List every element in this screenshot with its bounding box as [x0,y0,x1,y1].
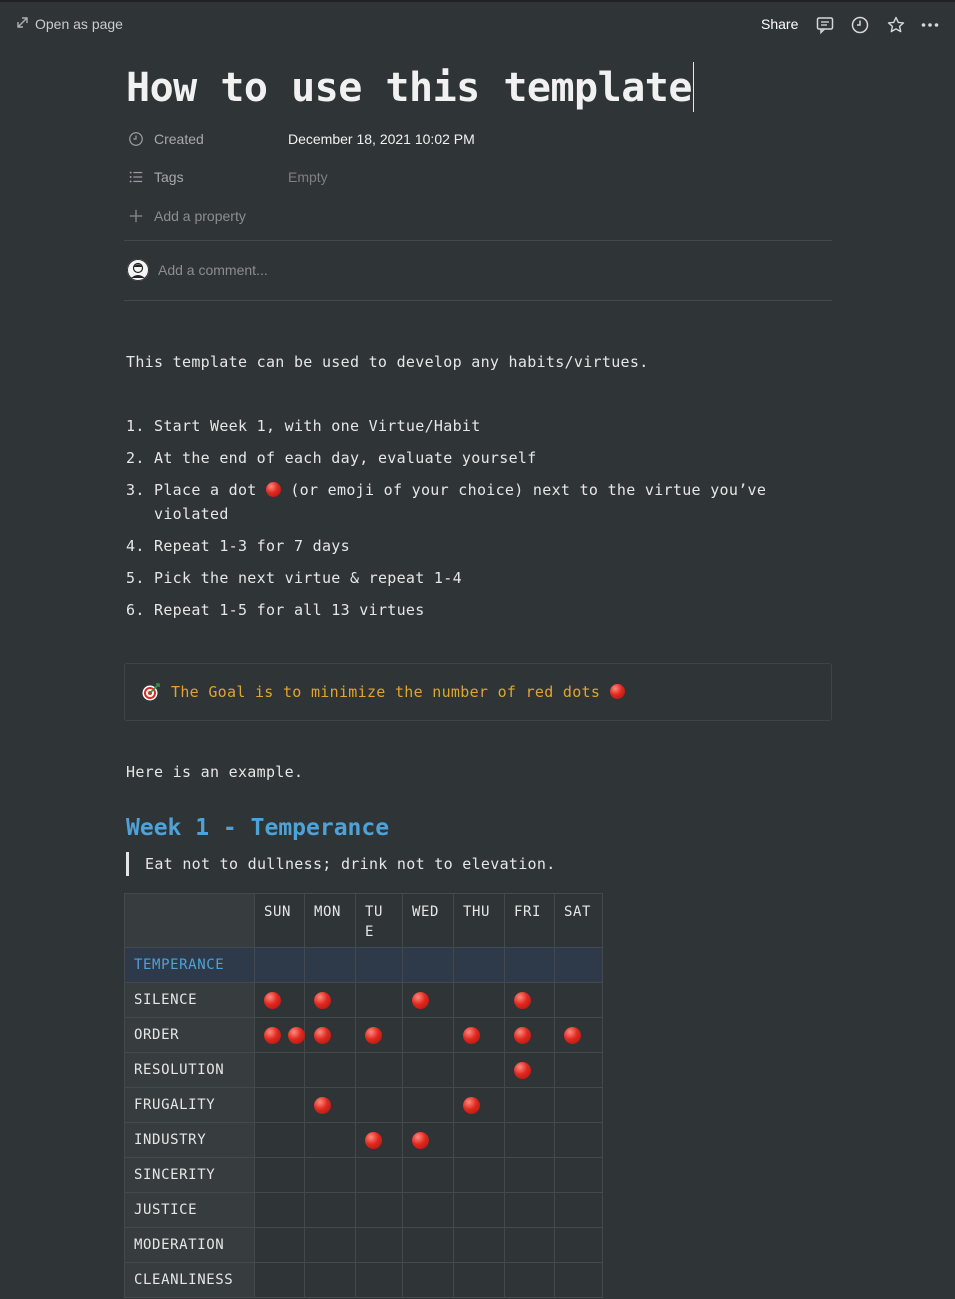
table-cell[interactable] [403,1228,454,1263]
list-number: 5. [126,569,145,587]
table-cell[interactable] [555,948,603,983]
goal-callout[interactable] [124,663,832,721]
property-label-created: Created [154,131,204,147]
table-cell[interactable] [505,1193,555,1228]
target-icon [141,682,161,702]
table-cell[interactable] [555,983,603,1018]
add-property-label: Add a property [154,208,246,224]
table-cell[interactable] [305,1088,356,1123]
table-cell[interactable] [505,1123,555,1158]
callout-label: The Goal is to minimize the number of red dots [171,683,601,701]
list-number: 4. [126,537,145,555]
table-cell[interactable] [305,1193,356,1228]
table-cell[interactable] [454,1193,505,1228]
list-item[interactable] [126,446,816,470]
day-header[interactable]: MON [305,894,356,948]
page-title[interactable] [126,62,694,114]
table-cell[interactable] [305,1123,356,1158]
red-dot-icon [266,482,281,497]
property-value-tags[interactable]: Empty [288,169,328,185]
table-cell[interactable] [454,948,505,983]
red-dot-icon [412,992,429,1009]
table-row [125,1123,603,1158]
divider [124,300,832,301]
table-row [125,1193,603,1228]
table-cell[interactable] [555,1228,603,1263]
table-cell[interactable] [505,1263,555,1298]
table-cell[interactable] [454,1088,505,1123]
list-item[interactable] [126,598,816,622]
expand-arrows-icon [16,16,29,32]
table-header-row [125,894,603,948]
table-cell[interactable] [555,1158,603,1193]
red-dot-icon [514,992,531,1009]
table-cell[interactable] [255,1088,305,1123]
intro-paragraph[interactable]: This template can be used to develop any habits/virtues. [126,353,649,371]
table-cell[interactable] [356,1158,403,1193]
property-value-created: December 18, 2021 10:02 PM [288,131,475,147]
red-dot-icon [610,684,625,699]
page-title-text: How to use this template [126,65,692,111]
list-item[interactable] [126,414,816,438]
red-dot-icon [514,1027,531,1044]
plus-icon [128,207,146,225]
callout-text [171,680,625,704]
virtue-label[interactable]: RESOLUTION [125,1053,255,1088]
table-cell[interactable] [255,983,305,1018]
virtue-label[interactable]: TEMPERANCE [125,948,255,983]
day-header[interactable]: THU [454,894,505,948]
red-dot-icon [365,1132,382,1149]
day-header[interactable]: FRI [505,894,555,948]
add-property-button[interactable] [128,204,246,228]
table-cell[interactable] [305,983,356,1018]
day-header[interactable]: SUN [255,894,305,948]
table-cell[interactable] [555,1053,603,1088]
steps-list [126,414,816,630]
week-heading[interactable]: Week 1 - Temperance [126,815,390,841]
table-cell[interactable] [454,1158,505,1193]
day-header[interactable]: WED [403,894,454,948]
table-cell[interactable] [305,1158,356,1193]
red-dot-icon [365,1027,382,1044]
virtue-label[interactable]: SILENCE [125,983,255,1018]
table-cell[interactable] [255,1158,305,1193]
table-row [125,1228,603,1263]
virtue-label[interactable]: MODERATION [125,1228,255,1263]
divider [124,240,832,241]
comment-icon[interactable] [815,15,835,35]
list-item-text: Repeat 1-3 for 7 days [154,537,350,555]
virtue-label[interactable]: SINCERITY [125,1158,255,1193]
list-item-text-end: (or emoji of your choice) next to the virtue you’ve violated [154,481,767,523]
table-cell[interactable] [255,1263,305,1298]
table-cell[interactable] [555,1088,603,1123]
list-number: 6. [126,601,145,619]
table-cell[interactable] [255,1053,305,1088]
day-header[interactable]: SAT [555,894,603,948]
table-cell[interactable] [255,1123,305,1158]
table-cell[interactable] [555,1193,603,1228]
table-cell[interactable] [454,1018,505,1053]
virtue-label[interactable]: ORDER [125,1018,255,1053]
property-created[interactable] [128,127,475,151]
table-cell[interactable] [356,1053,403,1088]
table-cell[interactable] [403,1123,454,1158]
red-dot-icon [412,1132,429,1149]
comment-input[interactable] [127,259,268,281]
clock-icon[interactable] [850,15,870,35]
table-cell[interactable] [555,1123,603,1158]
table-cell[interactable] [505,1088,555,1123]
comment-placeholder: Add a comment... [158,262,268,278]
red-dot-icon [288,1027,305,1044]
table-cell[interactable] [403,1193,454,1228]
open-as-page-label: Open as page [35,16,123,32]
table-cell[interactable] [454,983,505,1018]
list-item[interactable] [126,534,816,558]
virtue-label[interactable]: FRUGALITY [125,1088,255,1123]
table-cell[interactable] [255,948,305,983]
red-dot-icon [264,992,281,1009]
red-dot-icon [264,1027,281,1044]
property-tags[interactable] [128,165,328,189]
table-row [125,983,603,1018]
clock-icon [128,130,146,148]
table-cell[interactable] [505,1158,555,1193]
virtue-label[interactable]: JUSTICE [125,1193,255,1228]
list-number: 2. [126,449,145,467]
red-dot-icon [314,1097,331,1114]
list-item[interactable] [126,566,816,590]
example-intro[interactable]: Here is an example. [126,763,304,781]
red-dot-icon [314,1027,331,1044]
table-row [125,1088,603,1123]
table-cell[interactable] [403,983,454,1018]
table-cell[interactable] [255,1193,305,1228]
table-cell[interactable] [454,1228,505,1263]
table-cell[interactable] [305,1263,356,1298]
table-cell[interactable] [305,1018,356,1053]
table-cell[interactable] [356,1123,403,1158]
table-row [125,1018,603,1053]
table-cell[interactable] [255,1018,305,1053]
property-label-tags: Tags [154,169,184,185]
table-cell[interactable] [403,1018,454,1053]
table-cell[interactable] [403,1053,454,1088]
list-item-text: Repeat 1-5 for all 13 virtues [154,601,425,619]
list-item-text-start: Place a dot [154,481,257,499]
table-row [125,1158,603,1193]
table-cell[interactable] [403,1088,454,1123]
table-cell[interactable] [505,948,555,983]
red-dot-icon [514,1062,531,1079]
table-cell[interactable] [505,983,555,1018]
table-cell[interactable] [356,948,403,983]
table-row [125,948,603,983]
table-cell[interactable] [505,1018,555,1053]
red-dot-icon [314,992,331,1009]
list-item-text: Pick the next virtue & repeat 1-4 [154,569,462,587]
table-cell[interactable] [403,1158,454,1193]
habit-table [124,893,603,1298]
page-topbar [0,2,955,46]
table-cell[interactable] [454,1123,505,1158]
table-cell[interactable] [255,1228,305,1263]
table-cell[interactable] [305,1053,356,1088]
table-cell[interactable] [555,1018,603,1053]
table-cell[interactable] [454,1053,505,1088]
list-item[interactable] [126,478,816,526]
list-icon [128,168,146,186]
list-number: 3. [126,481,145,499]
table-cell[interactable] [356,1088,403,1123]
table-row [125,1263,603,1298]
table-corner-cell[interactable] [125,894,255,948]
table-row [125,1053,603,1088]
table-cell[interactable] [356,983,403,1018]
list-number: 1. [126,417,145,435]
virtue-label[interactable]: INDUSTRY [125,1123,255,1158]
table-cell[interactable] [356,1018,403,1053]
open-as-page-button[interactable] [16,16,123,32]
virtue-label[interactable]: CLEANLINESS [125,1263,255,1298]
table-cell[interactable] [356,1263,403,1298]
table-cell[interactable] [505,1228,555,1263]
list-item-text: Start Week 1, with one Virtue/Habit [154,417,481,435]
list-item-text: At the end of each day, evaluate yourself [154,449,537,467]
share-button[interactable]: Share [761,16,799,32]
list-item-text [154,478,816,526]
red-dot-icon [463,1027,480,1044]
quote-block[interactable]: Eat not to dullness; drink not to elevation. [126,852,556,876]
day-header[interactable]: TU E [356,894,403,948]
table-cell[interactable] [555,1263,603,1298]
table-cell[interactable] [505,1053,555,1088]
red-dot-icon [463,1097,480,1114]
table-cell[interactable] [356,1228,403,1263]
more-icon[interactable] [920,15,940,35]
table-cell[interactable] [403,948,454,983]
avatar [127,259,149,281]
red-dot-icon [564,1027,581,1044]
table-cell[interactable] [454,1263,505,1298]
table-cell[interactable] [305,1228,356,1263]
table-cell[interactable] [403,1263,454,1298]
table-cell[interactable] [356,1193,403,1228]
table-cell[interactable] [305,948,356,983]
star-icon[interactable] [886,15,906,35]
text-caret [693,62,695,112]
